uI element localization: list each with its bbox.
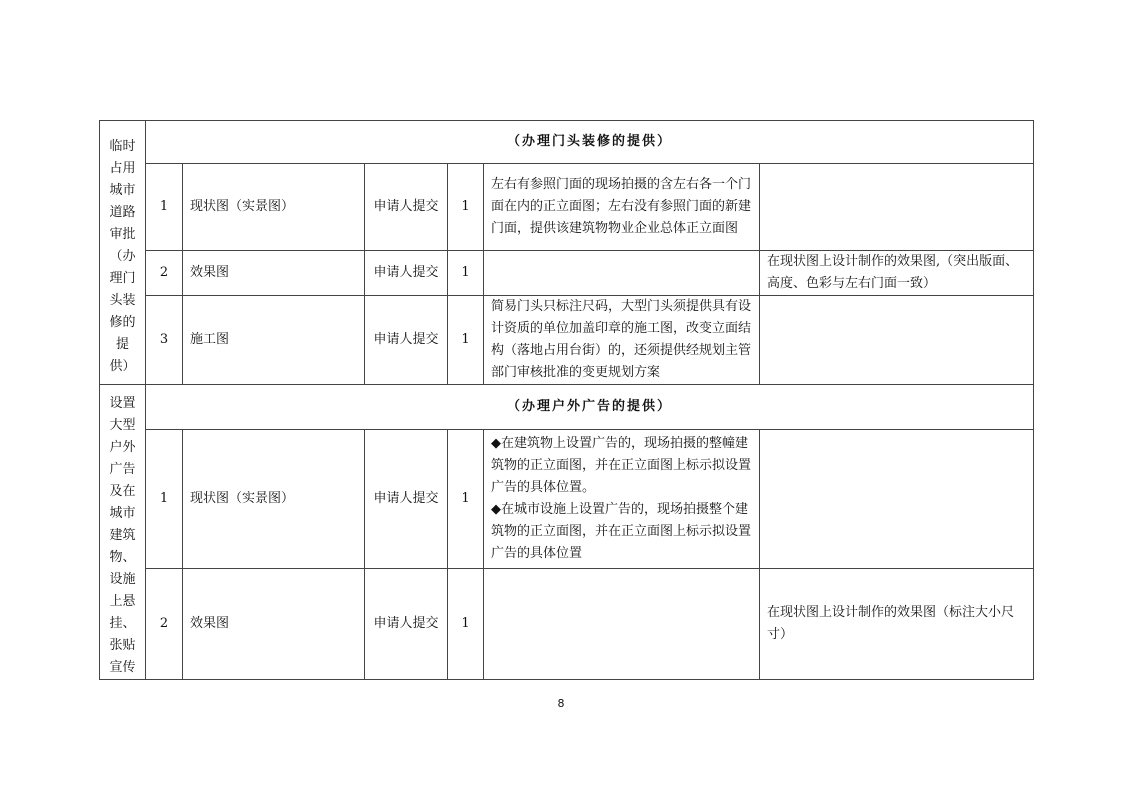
remark: 在现状图上设计制作的效果图（标注大小尺寸） — [760, 569, 1034, 680]
row-number: 1 — [146, 164, 183, 251]
row-number: 2 — [146, 251, 183, 296]
row-number: 1 — [146, 429, 183, 568]
category-cell-temporary-road — [100, 121, 146, 385]
submitter: 申请人提交 — [365, 296, 448, 385]
copies: 1 — [448, 251, 484, 296]
requirements-table — [99, 120, 1034, 680]
requirement-item: ◆在建筑物上设置广告的，现场拍摄的整幢建筑物的正立面图，并在正立面图上标示拟设置广告的具体位置。 — [491, 436, 752, 496]
table-row — [100, 429, 1034, 568]
copies: 1 — [448, 296, 484, 385]
copies: 1 — [448, 164, 484, 251]
table-row — [100, 296, 1034, 385]
submitter: 申请人提交 — [365, 164, 448, 251]
requirement-item: ◆在城市设施上设置广告的，现场拍摄整个建筑物的正立面图，并在正立面图上标示拟设置广告的具体位置 — [491, 502, 752, 562]
requirement — [484, 251, 760, 296]
row-number: 2 — [146, 569, 183, 680]
remark — [760, 296, 1034, 385]
category-cell-outdoor-ads — [100, 385, 146, 680]
remark — [760, 429, 1034, 568]
copies: 1 — [448, 569, 484, 680]
table-row — [100, 569, 1034, 680]
category-text: 设置大型户外广告及在城市建筑物、设施上悬挂、张贴宣传 — [109, 396, 136, 675]
submitter: 申请人提交 — [365, 429, 448, 568]
requirement: 左右有参照门面的现场拍摄的含左右各一个门面在内的正立面图；左右没有参照门面的新建门面，提供该建筑物物业企业总体正立面图 — [484, 164, 760, 251]
material-name: 现状图（实景图） — [183, 429, 365, 568]
row-number: 3 — [146, 296, 183, 385]
table-row — [100, 164, 1034, 251]
requirement: 简易门头只标注尺码，大型门头须提供具有设计资质的单位加盖印章的施工图，改变立面结构（落地占用台街）的，还须提供经规划主管部门审核批准的变更规划方案 — [484, 296, 760, 385]
page-number: 8 — [557, 697, 565, 710]
material-name: 现状图（实景图） — [183, 164, 365, 251]
submitter: 申请人提交 — [365, 569, 448, 680]
copies: 1 — [448, 429, 484, 568]
material-name: 施工图 — [183, 296, 365, 385]
requirement — [484, 569, 760, 680]
submitter: 申请人提交 — [365, 251, 448, 296]
material-name: 效果图 — [183, 251, 365, 296]
section-heading-outdoor-ads: （办理户外广告的提供） — [146, 385, 1034, 430]
category-text: 临时占用城市道路审批（办理门头装修的提供） — [109, 138, 136, 374]
remark: 在现状图上设计制作的效果图,（突出版面、高度、色彩与左右门面一致） — [760, 251, 1034, 296]
table-row — [100, 251, 1034, 296]
material-name: 效果图 — [183, 569, 365, 680]
requirement — [484, 429, 760, 568]
remark — [760, 164, 1034, 251]
section-heading-storefront: （办理门头装修的提供） — [146, 121, 1034, 164]
